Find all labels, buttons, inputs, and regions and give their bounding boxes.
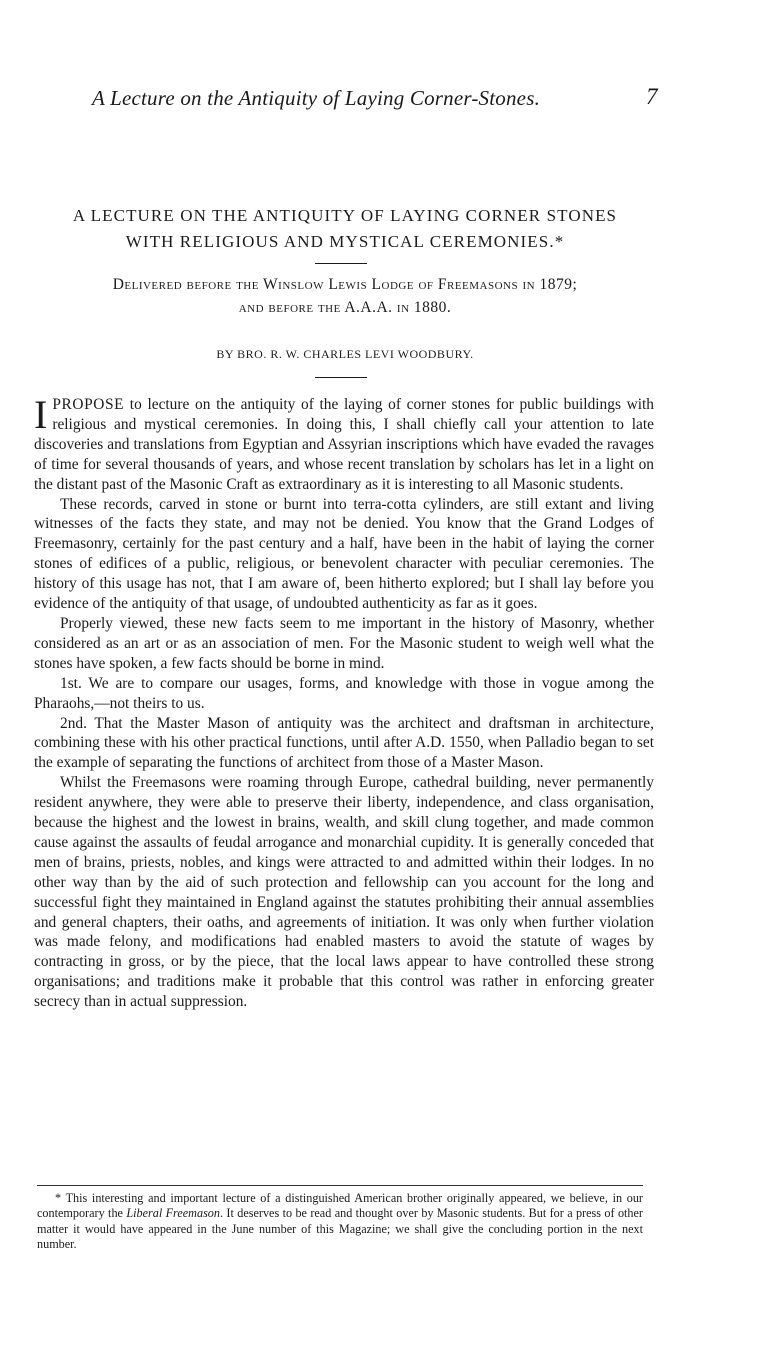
paragraph-1-text: to lecture on the antiquity of the laying of corner stones for public buildings with religious and mystical ceremonies. In doing this, I shall chiefly call your attention to late discoveries and translations from Egyptian and Assyrian inscriptions which have evaded the ravages of time for several thousands of years, and whose recent translation by scholars has let in a light on the distant past of the Masonic Craft as extraordinary as it is interesting to all Masonic students. (34, 396, 654, 493)
paragraph-2: These records, carved in stone or burnt into terra-cotta cylinders, are still extant and living witnesses of the facts they state, and may not be denied. You know that the Grand Lodges of Freemasonry, certainly for the past century and a half, have been in the habit of laying the corner stones of edifices of a public, religious, or benevolent character with peculiar ceremonies. The history of this usage has not, that I am aware of, been hitherto explored; but I shall lay before you evidence of the antiquity of that usage, of undoubted authenticity as far as it goes. (34, 495, 654, 613)
paragraph-1 (34, 392, 654, 495)
title-divider (315, 263, 367, 264)
delivered-line-2: and before the A.A.A. in 1880. (238, 299, 452, 316)
byline-divider (315, 377, 367, 378)
paragraph-5: 2nd. That the Master Mason of antiquity was the architect and draftsman in architecture, combining these with his other practical functions, until after A.D. 1550, when Palladio began to set the example of separating the functions of architect from those of a Master Mason. (34, 714, 654, 772)
paragraph-3: Properly viewed, these new facts seem to me important in the history of Masonry, whether considered as an art or as an association of men. For the Masonic student to weigh well what the stones have spoken, a few facts should be borne in mind. (34, 614, 654, 672)
running-title: A Lecture on the Antiquity of Laying Corner-Stones. (92, 86, 541, 110)
author-byline: BY BRO. R. W. CHARLES LEVI WOODBURY. (216, 347, 474, 361)
footnote-journal-title: Liberal Freemason (126, 1206, 220, 1221)
footnote-divider (37, 1185, 643, 1186)
footnote (37, 1191, 643, 1253)
article-title (0, 203, 690, 255)
footnote-text-1: * This interesting and important lecture of a distinguished American brother originally appeared, we believe, in our contemporary the (37, 1191, 643, 1221)
footnote-text-2: . It deserves to be read and thought over by Masonic students. But for a press of other matter it would have appeared in the June number of this Magazine; we shall give the concluding portion in the next number. (37, 1206, 643, 1252)
paragraph-4: 1st. We are to compare our usages, forms, and knowledge with those in vogue among the Pharaohs,—not theirs to us. (34, 674, 654, 712)
delivered-note (0, 273, 690, 319)
delivered-line-1: Delivered before the Winslow Lewis Lodge of Freemasons in 1879; (112, 276, 578, 293)
lead-caps: PROPOSE (52, 396, 125, 413)
page-number: 7 (646, 84, 658, 109)
drop-cap: I (34, 392, 48, 437)
running-head (0, 86, 780, 116)
paragraph-6: Whilst the Freemasons were roaming through Europe, cathedral building, never permanently resident anywhere, they were able to preserve their liberty, independence, and class organisation, because the highest and the lowest in brains, wealth, and skill clung together, and made common cause against the assaults of feudal arrogance and monarchial cupidity. It is generally conceded that men of brains, priests, nobles, and kings were attracted to and admitted within their lodges. In no other way than by the aid of such protection and fellowship can you account for the long and successful fight they maintained in England against the statutes prohibiting their annual assemblies and general chapters, their oaths, and agreements of initiation. It was only when further violation was made felony, and modifications had enabled masters to avoid the statute of wages by contracting in gross, or by the piece, that the local laws appear to have controlled these strong organisations; and traditions make it probable that this control was rather in enforcing greater secrecy than in actual suppression. (34, 774, 654, 1011)
article-body (34, 392, 654, 1012)
article-title-line-1: A LECTURE ON THE ANTIQUITY OF LAYING CORNER STONES (72, 206, 618, 225)
article-title-line-2: WITH RELIGIOUS AND MYSTICAL CEREMONIES.* (125, 232, 565, 251)
